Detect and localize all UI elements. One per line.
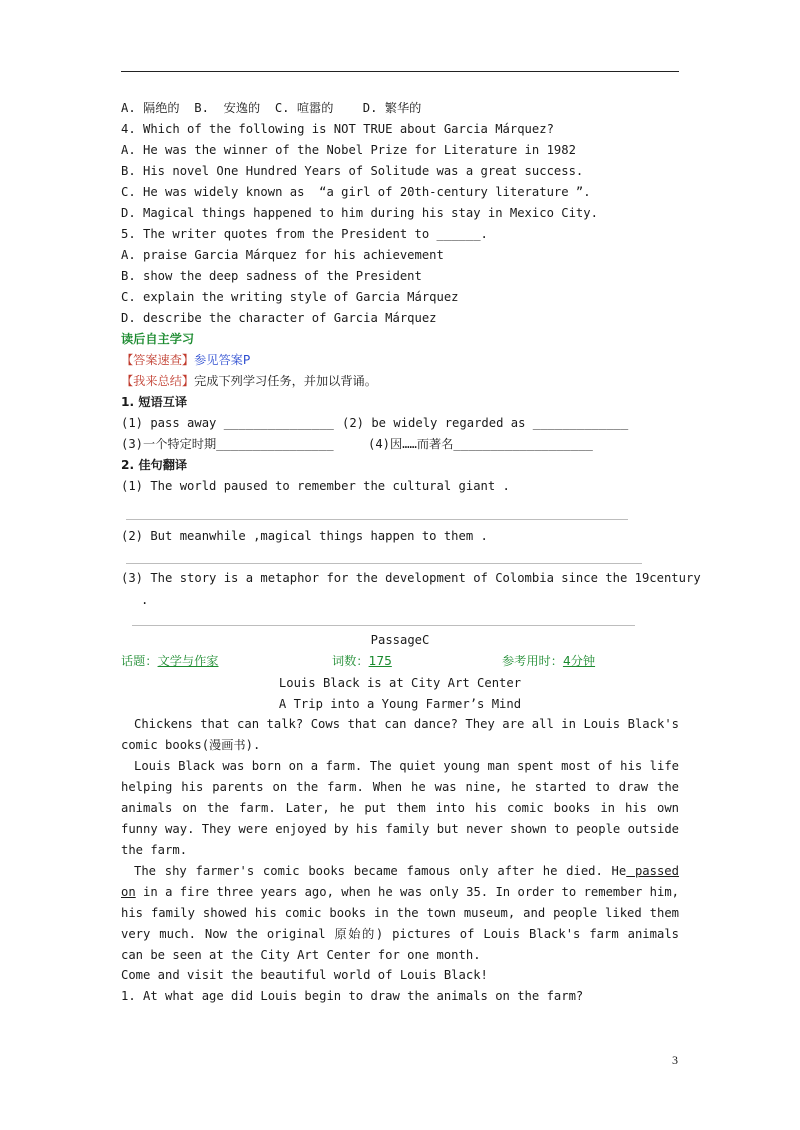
q5-option-b: B. show the deep sadness of the President xyxy=(121,269,422,283)
topic-value: 文学与作家 xyxy=(157,654,219,668)
words-label: 词数： xyxy=(332,654,369,668)
phrase-1: (1) pass away _______________ xyxy=(121,416,334,430)
paragraph-3-after: in a fire three years ago, when he was only 35. In order to remember him, his family showed his comic books in the town museum, and people liked them very much. Now the original 原始的) pictures of Louis Black's farm animals can be seen at the City Art Center for one month. xyxy=(121,885,679,962)
q4-option-b: B. His novel One Hundred Years of Solitude was a great success. xyxy=(121,164,584,178)
header-rule xyxy=(121,71,679,72)
sentence-1: (1) The world paused to remember the cultural giant . xyxy=(121,479,510,493)
translation-heading: 2. 佳句翻译 xyxy=(121,458,188,472)
sentence-3: (3) The story is a metaphor for the development of Colombia since the 19century xyxy=(121,571,701,585)
phrase-3: (3)一个特定时期________________ xyxy=(121,437,334,451)
answer-label: 【答案速查】 xyxy=(121,353,195,367)
summary-label: 【我来总结】 xyxy=(121,374,195,388)
phrases-heading: 1. 短语互译 xyxy=(121,395,188,409)
q5-option-a: A. praise Garcia Márquez for his achievement xyxy=(121,248,444,262)
answer-line-1 xyxy=(126,519,628,520)
paragraph-3-underlined: passed on xyxy=(121,864,679,899)
self-study-heading: 读后自主学习 xyxy=(121,332,195,346)
q4-option-c: C. He was widely known as “a girl of 20th-century literature ”. xyxy=(121,185,591,199)
time-value: 4分钟 xyxy=(562,654,596,668)
paragraph-3 xyxy=(121,861,679,966)
answer-line-2 xyxy=(126,563,642,564)
paragraph-3-before: The shy farmer's comic books became famous only after he died. He xyxy=(134,864,627,878)
q4-option-a: A. He was the winner of the Nobel Prize for Literature in 1982 xyxy=(121,143,576,157)
phrase-4: (4)因……而著名___________________ xyxy=(368,437,593,451)
summary-text: 完成下列学习任务，并加以背诵。 xyxy=(194,374,377,388)
paragraph-2: Louis Black was born on a farm. The quiet young man spent most of his life helping his parents on the farm. When he was nine, he started to draw the animals on the farm. Later, he put them into his comic books in his own funny way. They were enjoyed by his family but never shown to people outside the farm. xyxy=(121,759,679,857)
q4-option-d: D. Magical things happened to him during his stay in Mexico City. xyxy=(121,206,598,220)
phrase-2: (2) be widely regarded as _____________ xyxy=(342,416,629,430)
q5-stem: 5. The writer quotes from the President to ______. xyxy=(121,227,488,241)
time-label: 参考用时： xyxy=(502,654,563,668)
topic-label: 话题： xyxy=(121,654,158,668)
page-number: 3 xyxy=(672,1053,678,1067)
answer-line-3 xyxy=(132,625,635,626)
q5-option-c: C. explain the writing style of Garcia Márquez xyxy=(121,290,459,304)
answer-text: 参见答案P xyxy=(194,353,251,367)
passage-time xyxy=(502,653,595,669)
passage-title-2: A Trip into a Young Farmer’s Mind xyxy=(278,697,522,711)
passage-title-1: Louis Black is at City Art Center xyxy=(278,676,522,690)
passage-topic xyxy=(121,653,219,669)
summary-line xyxy=(121,373,377,389)
passage-label: PassageC xyxy=(370,633,430,647)
q5-option-d: D. describe the character of Garcia Márquez xyxy=(121,311,437,325)
paragraph-1: Chickens that can talk? Cows that can dance? They are all in Louis Black's comic books(漫画书). xyxy=(121,717,679,752)
words-value: 175 xyxy=(368,654,392,668)
passage-word-count xyxy=(332,653,392,669)
q3-options: A. 隔绝的 B. 安逸的 C. 喧嚣的 D. 繁华的 xyxy=(121,101,422,115)
sentence-2: (2) But meanwhile ,magical things happen to them . xyxy=(121,529,488,543)
answer-line xyxy=(121,352,250,368)
question-1: 1. At what age did Louis begin to draw the animals on the farm? xyxy=(121,989,584,1003)
sentence-3-cont: . xyxy=(141,593,149,607)
q4-stem: 4. Which of the following is NOT TRUE about Garcia Márquez? xyxy=(121,122,554,136)
paragraph-4: Come and visit the beautiful world of Louis Black! xyxy=(121,968,488,982)
